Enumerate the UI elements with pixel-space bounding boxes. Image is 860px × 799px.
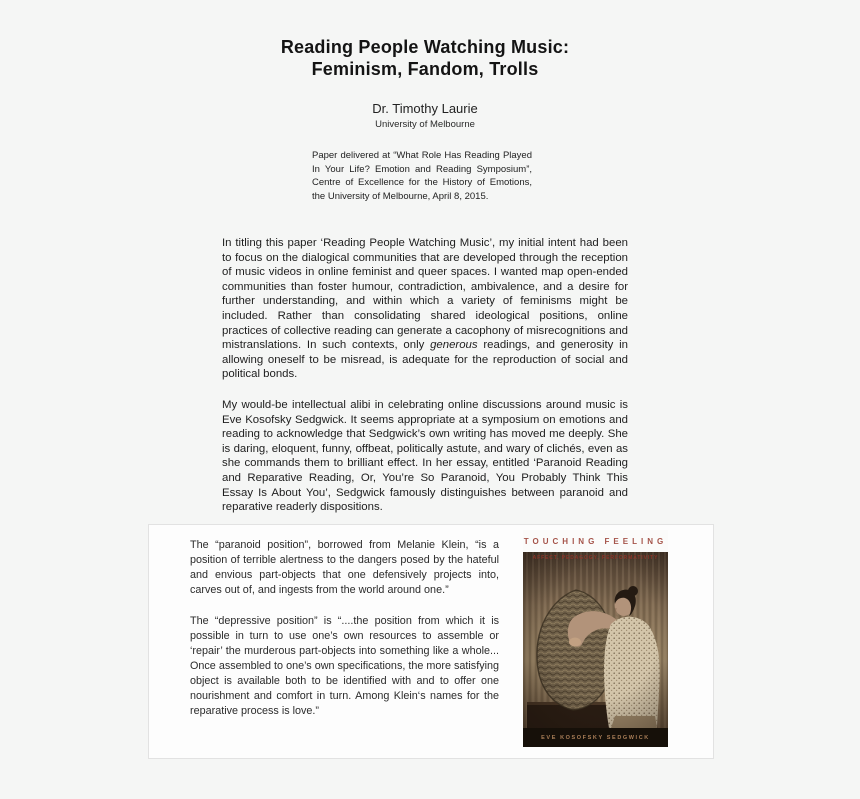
book-cover-subtitle: AFFECT, PEDAGOGY, PERFORMATIVITY: [532, 555, 659, 561]
book-cover: [523, 530, 668, 747]
presentation-note: Paper delivered at “What Role Has Reading Played In Your Life? Emotion and Reading Symposium”, Centre of Excellence for the History of Emotions, the University of Melbourne, April 8, 2015.: [312, 150, 532, 202]
quote-list: [190, 538, 499, 719]
paragraph-2: My would-be intellectual alibi in celebrating online discussions around music is Eve Kosofsky Sedgwick. It seems appropriate at a symposium on emotions and reading to acknowledge that Sedgwick’s own writing has moved me deeply. She is daring, eloquent, funny, offbeat, politically astute, and wary of clichés, even as she commands them to brilliant effect. In her essay, entitled ‘Paranoid Reading and Reparative Reading, Or, You’re So Paranoid, You Probably Think This Essay Is About You’, Sedgwick famously distinguishes between paranoid and reparative readerly dispositions.: [222, 398, 628, 514]
quote-depressive-position: The “depressive position” is “....the position from which it is possible in turn to use one’s own resources to assemble or ‘repair’ the murderous part-objects into something like a whole... Once assembled to one’s own specifications, the more satisfying object is available both to be identified with and to offer one nourishment and comfort in turn. Among Klein‘s names for the reparative process is love.”: [190, 615, 499, 717]
author-name: Dr. Timothy Laurie: [372, 101, 478, 116]
book-cover-author: EVE KOSOFSKY SEDGWICK: [541, 734, 650, 741]
title-line-1: Reading People Watching Music:: [280, 37, 570, 57]
book-cover-photo-illustration: [523, 552, 668, 728]
paragraph-1-part-2: readings, and generosity in allowing oneself to be misread, is adequate for the reproduction of social and political bonds.: [222, 339, 628, 381]
title-line-2: Feminism, Fandom, Trolls: [311, 59, 539, 79]
paragraph-1-part-1: In titling this paper ‘Reading People Watching Music’, my initial intent had been to focus on the dialogical communities that are developed through the reception of music videos in online feminist and queer spaces. I wanted map open-ended communities than foster humour, contradiction, ambivalence, and a desire for further understanding, and within which a variety of feminisms might be included. Rather than consolidating shared ideological positions, online practices of collective reading can generate a cacophony of misrecognitions and mistranslations. In such contexts, only: [222, 237, 628, 352]
author-affiliation: University of Melbourne: [375, 119, 475, 130]
quote-paranoid-position: The “paranoid position”, borrowed from Melanie Klein, “is a position of terrible alertness to the dangers posed by the hateful and envious part-objects that one defensively projects into, carves out of, and ingests from the world around one.”: [190, 539, 499, 596]
body-text: [222, 236, 628, 515]
book-cover-title: TOUCHING FEELING: [523, 536, 668, 546]
quote-box: [148, 524, 714, 759]
book-cover-author-band: [523, 728, 668, 747]
book-cover-title-band: [523, 530, 668, 552]
paragraph-1: [222, 236, 628, 382]
page-title: [0, 36, 850, 80]
paragraph-1-italic-word: generous: [430, 339, 478, 352]
book-cover-photo: [523, 552, 668, 728]
